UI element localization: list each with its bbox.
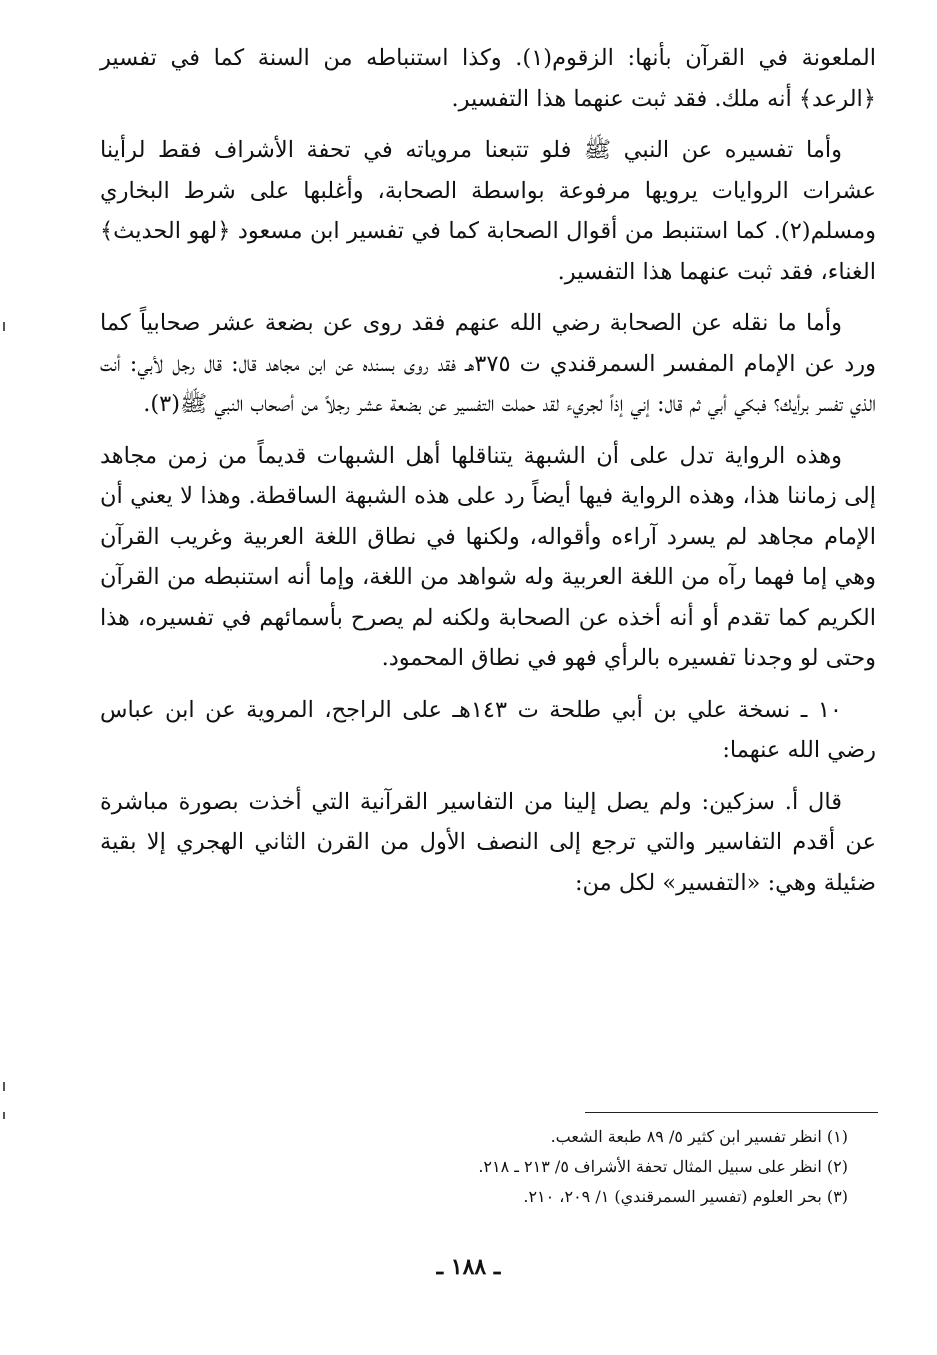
margin-scan-mark bbox=[3, 1112, 5, 1119]
paragraph-5-heading: ١٠ ـ نسخة علي بن أبي طلحة ت ١٤٣هـ على الراجح، المروية عن ابن عباس رضي الله عنهما: bbox=[100, 696, 876, 763]
footnote-3: (٣) بحر العلوم (تفسير السمرقندي) ١/ ٢٠٩، ٢١٠. bbox=[523, 1187, 848, 1206]
margin-scan-mark bbox=[3, 322, 5, 331]
footnote-2: (٢) انظر على سبيل المثال تحفة الأشراف ٥/ ٢١٣ ـ ٢١٨. bbox=[478, 1157, 848, 1176]
margin-scan-mark bbox=[3, 1082, 5, 1091]
page-number: ـ ١٨٨ ـ bbox=[436, 1254, 501, 1280]
main-text bbox=[100, 38, 876, 914]
footnotes bbox=[300, 1122, 848, 1212]
paragraph-2: وأما تفسيره عن النبي ﷺ فلو تتبعنا مروياته في تحفة الأشراف فقط لرأينا عشرات الروايات يرويها مرفوعة بواسطة الصحابة، وأغلبها على شرط البخاري ومسلم(٢). كما استنبط من أقوال الصحابة كما في تفسير ابن مسعود ﴿لهو الحديث﴾ الغناء، فقد ثبت عنهما هذا التفسير. bbox=[100, 137, 876, 285]
paragraph-1: الملعونة في القرآن بأنها: الزقوم(١). وكذا استنباطه من السنة كما في تفسير ﴿الرعد﴾ أنه ملك. فقد ثبت عنهما هذا التفسير. bbox=[100, 45, 876, 112]
paragraph-4: وهذه الرواية تدل على أن الشبهة يتناقلها أهل الشبهات قديماً من زمن مجاهد إلى زماننا هذا، وهذه الرواية فيها أيضاً رد على هذه الشبهة الساقطة. وهذا لا يعني أن الإمام مجاهد لم يسرد آراءه وأقواله، ولكنها في نطاق اللغة العربية وغريب القرآن وهي إما فهما رآه من اللغة العربية وله شواهد من اللغة، وإما أنه استنبطه من القرآن الكريم كما تقدم أو أنه أخذه عن الصحابة ولكنه لم يصرح بأسمائهم في تفسيره، هذا وحتى لو وجدنا تفسيره بالرأي فهو في نطاق المحمود. bbox=[100, 442, 876, 671]
paragraph-3: وأما ما نقله عن الصحابة رضي الله عنهم فقد روى عن بضعة عشر صحابياً كما ورد عن الإمام المفسر السمرقندي ت ٣٧٥هـ فقد روى بسنده عن ابن مجاهد قال: قال رجل لأبي: أنت الذي تفسر برأيك؟ فبكي أبي ثم قال: إني إذاً لجريء لقد حملت التفسير عن بضعة عشر رجلاً من أصحاب النبي ﷺ(٣). bbox=[100, 310, 876, 417]
footnote-1: (١) انظر تفسير ابن كثير ٥/ ٨٩ طبعة الشعب. bbox=[550, 1127, 848, 1146]
footnote-separator bbox=[585, 1112, 878, 1113]
paragraph-6: قال أ. سزكين: ولم يصل إلينا من التفاسير القرآنية التي أخذت بصورة مباشرة عن أقدم التفاسير والتي ترجع إلى النصف الأول من القرن الثاني الهجري إلا بقية ضئيلة وهي: «التفسير» لكل من: bbox=[100, 788, 876, 896]
